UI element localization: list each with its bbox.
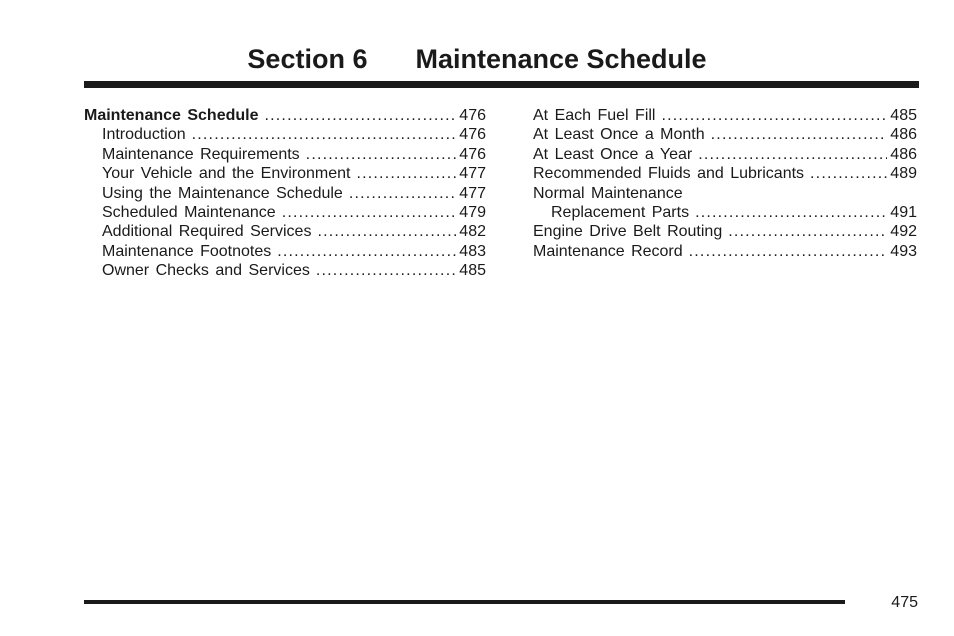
toc-entry-label: Recommended Fluids and Lubricants — [533, 165, 805, 183]
toc-entry-maintenance-footnotes[interactable] — [84, 242, 486, 261]
toc-entry-page: 493 — [890, 242, 917, 260]
toc-entry-at-least-once-a-year[interactable] — [533, 145, 917, 164]
toc-entry-label-line1: Normal Maintenance — [533, 184, 683, 202]
toc-entry-page: 486 — [890, 145, 917, 163]
toc-leader — [277, 242, 456, 261]
toc-entry-page: 485 — [459, 262, 486, 280]
toc-entry-label: Maintenance Schedule — [84, 107, 259, 124]
toc-entry-your-vehicle-and-the-environment[interactable] — [84, 164, 486, 183]
toc-entry-label: Your Vehicle and the Environment — [102, 165, 351, 183]
toc-entry-page: 483 — [459, 242, 486, 260]
toc-entry-label: Using the Maintenance Schedule — [102, 184, 343, 202]
toc-entry-page: 491 — [890, 203, 917, 221]
toc-leader — [317, 222, 456, 241]
toc-leader — [711, 125, 888, 144]
toc-entry-maintenance-schedule[interactable] — [84, 106, 486, 125]
toc-entry-label-line2: Replacement Parts — [551, 203, 690, 221]
toc-entry-page: 476 — [459, 126, 486, 144]
bottom-rule — [84, 600, 845, 604]
toc-leader — [306, 145, 457, 164]
toc-entry-normal-maintenance-replacement-parts[interactable] — [533, 184, 917, 223]
toc-entry-label: Owner Checks and Services — [102, 262, 310, 280]
toc-leader — [316, 261, 456, 280]
toc-leader — [810, 164, 887, 183]
toc-entry-label: Additional Required Services — [102, 223, 312, 241]
toc-leader — [728, 222, 887, 241]
toc-leader — [265, 106, 457, 125]
toc-entry-page: 485 — [890, 107, 917, 124]
toc-entry-continuation — [533, 203, 917, 222]
toc-entry-label: At Least Once a Year — [533, 145, 693, 163]
toc-entry-introduction[interactable] — [84, 125, 486, 144]
toc-entry-page: 492 — [890, 223, 917, 241]
toc-entry-at-each-fuel-fill[interactable] — [533, 106, 917, 125]
toc-entry-label: Maintenance Requirements — [102, 145, 300, 163]
toc-entry-page: 477 — [459, 165, 486, 183]
toc-entry-page: 479 — [459, 203, 486, 221]
section-label: Section 6 — [247, 44, 368, 74]
toc-entry-scheduled-maintenance[interactable] — [84, 203, 486, 222]
toc-entry-page: 476 — [459, 107, 486, 124]
toc-entry-page: 486 — [890, 126, 917, 144]
toc-entry-additional-required-services[interactable] — [84, 222, 486, 241]
toc-entry-recommended-fluids-and-lubricants[interactable] — [533, 164, 917, 183]
section-heading — [0, 42, 954, 76]
toc-entry-page: 489 — [890, 165, 917, 183]
toc-leader — [356, 164, 456, 183]
toc-entry-label: Maintenance Record — [533, 242, 683, 260]
toc-leader — [698, 145, 887, 164]
toc-entry-maintenance-record[interactable] — [533, 242, 917, 261]
toc-entry-label: Engine Drive Belt Routing — [533, 223, 723, 241]
toc-leader — [661, 106, 887, 125]
toc-leader — [282, 203, 457, 222]
toc-entry-engine-drive-belt-routing[interactable] — [533, 222, 917, 241]
toc-leader — [349, 184, 456, 203]
toc-entry-using-the-maintenance-schedule[interactable] — [84, 184, 486, 203]
toc-entry-label: At Each Fuel Fill — [533, 107, 656, 124]
toc-leader — [689, 242, 888, 261]
toc-leader — [192, 125, 457, 144]
toc-entry-label: Maintenance Footnotes — [102, 242, 272, 260]
toc-entry-at-least-once-a-month[interactable] — [533, 125, 917, 144]
page-number: 475 — [891, 594, 918, 611]
toc-entry-page: 476 — [459, 145, 486, 163]
toc-entry-maintenance-requirements[interactable] — [84, 145, 486, 164]
toc-entry-label: Introduction — [102, 126, 186, 144]
toc-entry-page: 477 — [459, 184, 486, 202]
toc-entry-label: At Least Once a Month — [533, 126, 705, 144]
toc-entry-owner-checks-and-services[interactable] — [84, 261, 486, 280]
toc-leader — [695, 203, 887, 222]
toc-entry-page: 482 — [459, 223, 486, 241]
toc-entry-label: Scheduled Maintenance — [102, 203, 276, 221]
section-title: Maintenance Schedule — [415, 44, 707, 74]
toc-right-column — [533, 106, 917, 261]
toc-left-column — [84, 106, 486, 281]
top-rule — [84, 81, 919, 88]
